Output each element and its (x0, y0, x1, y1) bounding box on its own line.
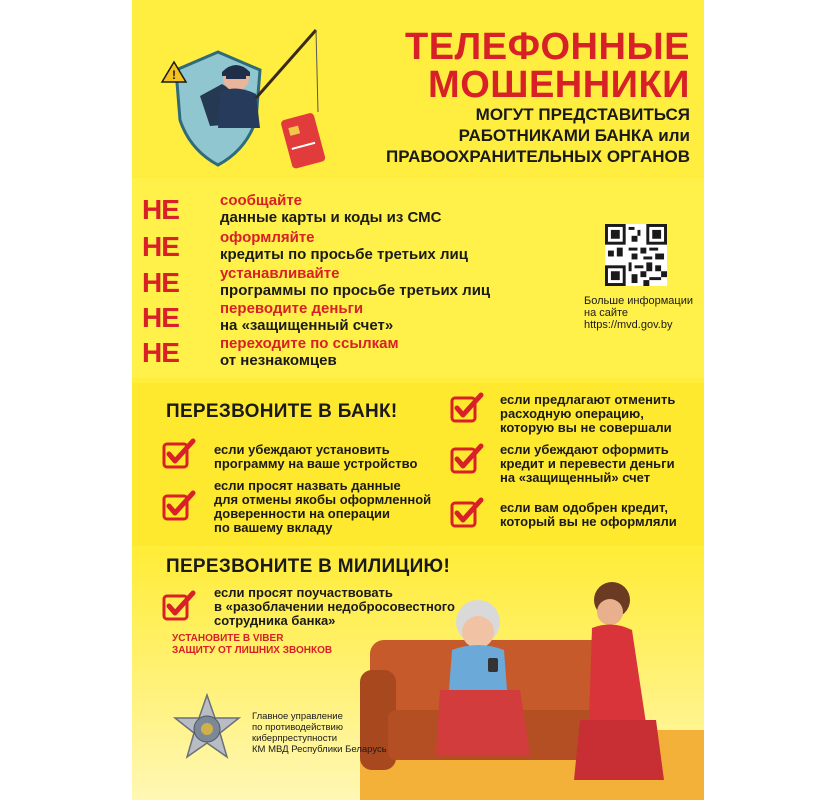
checkbox-icon (162, 438, 196, 470)
emblem-icon (172, 693, 242, 763)
viber-notice: УСТАНОВИТЕ В VIBER ЗАЩИТУ ОТ ЛИШНИХ ЗВОНКОВ (172, 633, 333, 656)
bank-item: если вам одобрен кредит, который вы не оформляли (500, 500, 677, 529)
checkbox-icon (450, 392, 484, 424)
grandma-face (462, 616, 494, 648)
woman-face (597, 599, 623, 625)
credit-card-icon (280, 112, 326, 169)
footer-organization: Главное управление по противодействию киберпреступности КМ МВД Республики Беларусь (252, 711, 387, 755)
qr-info: Больше информации на сайте https://mvd.gov.by (584, 295, 694, 331)
subtitle: МОГУТ ПРЕДСТАВИТЬСЯ РАБОТНИКАМИ БАНКА или ПРАВООХРАНИТЕЛЬНЫХ ОРГАНОВ (386, 105, 690, 166)
family-sofa-illustration (360, 580, 704, 800)
checkbox-icon (450, 497, 484, 529)
militia-item: если просят поучаствовать в «разоблачении недобросовестного сотрудника банка» (214, 585, 455, 628)
fishing-line (316, 30, 318, 112)
bank-item: если просят назвать данные для отмены якобы оформленной доверенности на операции по вашему вкладу (214, 478, 432, 535)
checkbox-icon (162, 490, 196, 522)
bank-heading: ПЕРЕЗВОНИТЕ В БАНК! (166, 401, 398, 422)
blanket (436, 690, 530, 755)
fishing-rod (256, 30, 316, 98)
svg-text:!: ! (172, 68, 176, 82)
phone-icon (488, 658, 498, 672)
qr-code[interactable] (605, 224, 667, 286)
checkbox-icon (450, 443, 484, 475)
hacker-illustration (156, 20, 356, 170)
checkbox-icon (162, 590, 196, 622)
woman-skirt (574, 720, 664, 780)
page-title: ТЕЛЕФОННЫЕ МОШЕННИКИ (405, 26, 690, 106)
militia-heading: ПЕРЕЗВОНИТЕ В МИЛИЦИЮ! (166, 556, 451, 577)
bank-item: если предлагают отменить расходную операцию, которую вы не совершали (500, 392, 676, 435)
bank-item: если убеждают установить программу на ваше устройство (214, 442, 418, 471)
hacker-body (218, 88, 260, 128)
hacker-mask (226, 74, 246, 79)
poster: ! ТЕЛЕФОННЫЕ МОШЕННИКИ МОГУТ ПРЕДСТАВИТЬСЯ РАБОТНИКАМИ БАНКА или ПРАВООХРАНИТЕЛЬНЫХ ОРГАНОВ НЕ сообщайте данные карты и коды из СМС НЕ оформляйте кредиты по просьбе третьих лиц НЕ устанавливайте программы по просьбе третьих лиц НЕ переводите деньги на «защищенный счет» НЕ переходите по ссылкам от незнакомцев Больше информации на сайте https://mvd.gov.by ПЕРЕЗВОНИТЕ В БАНК! если убеждают установить программу на ваше устройство если просят назвать данные для отмены якобы оформленной доверенности на операции по вашему вкладу если предлагают отменить расходную операцию, которую вы не совершали если убеждают оформить кредит и перевести деньги на «защищенный» счет если вам одобрен кредит, который вы не оформляли ПЕРЕЗВОНИТЕ В МИЛИЦИЮ! если просят поучаствовать в «разоблачении недобросовестного сотрудника банка» УСТАНОВИТЕ В VIBER ЗАЩИТУ ОТ ЛИШНИХ ЗВОНКОВ Главное управление по противодействию киберпреступности КМ МВД Республики Беларусь (132, 0, 704, 800)
bank-item: если убеждают оформить кредит и перевести деньги на «защищенный» счет (500, 442, 675, 485)
website-link[interactable]: https://mvd.gov.by (584, 319, 673, 331)
